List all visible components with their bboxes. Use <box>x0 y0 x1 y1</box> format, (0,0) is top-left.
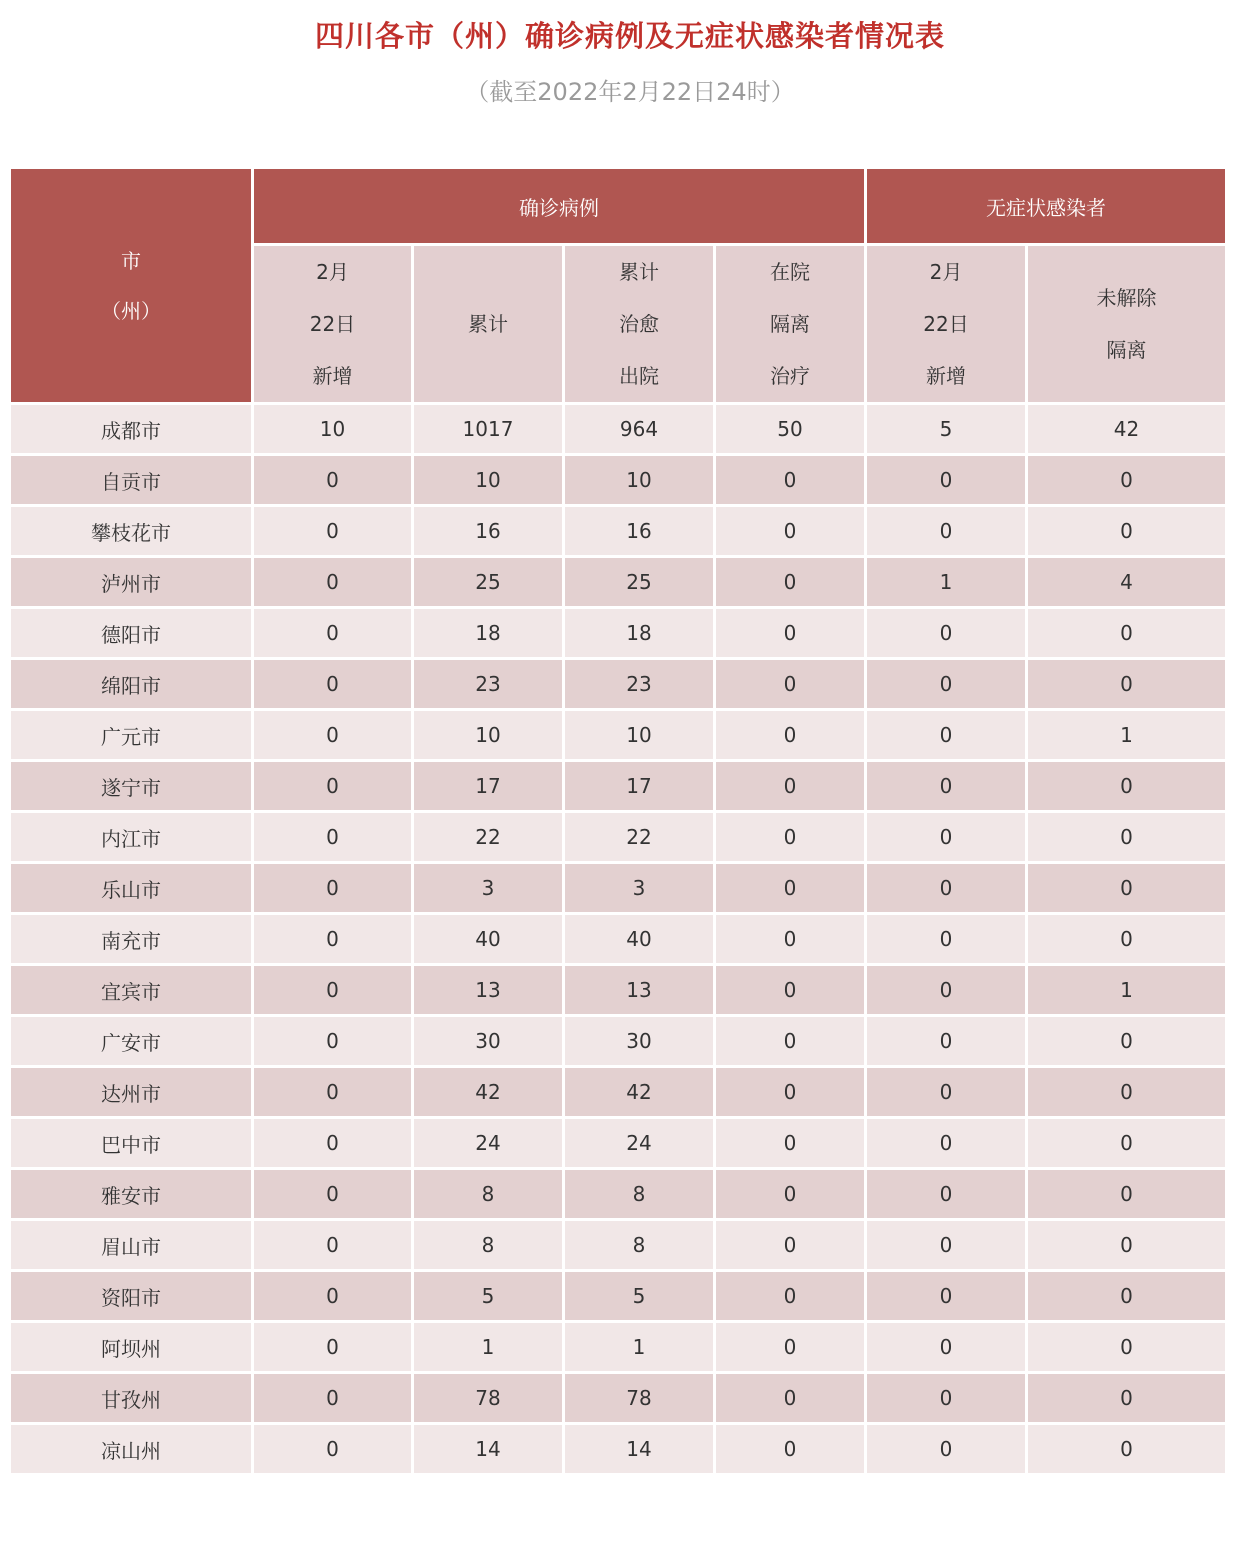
asymptomatic-isolated-cell: 0 <box>1027 506 1227 557</box>
asymptomatic-isolated-cell: 0 <box>1027 1220 1227 1271</box>
hospitalized-cell: 0 <box>715 863 866 914</box>
new-confirmed-cell: 0 <box>253 1271 413 1322</box>
cured-cell: 22 <box>564 812 715 863</box>
new-asymptomatic-cell: 0 <box>866 1067 1027 1118</box>
asymptomatic-isolated-cell: 0 <box>1027 1424 1227 1475</box>
cured-cell: 5 <box>564 1271 715 1322</box>
new-asymptomatic-cell: 0 <box>866 965 1027 1016</box>
hospitalized-cell: 0 <box>715 710 866 761</box>
asymptomatic-isolated-cell: 0 <box>1027 1373 1227 1424</box>
hospitalized-cell: 0 <box>715 1271 866 1322</box>
city-cell: 乐山市 <box>10 863 253 914</box>
new-confirmed-cell: 0 <box>253 1169 413 1220</box>
new-confirmed-cell: 10 <box>253 404 413 455</box>
city-header-line: （州） <box>101 298 161 323</box>
city-cell: 凉山州 <box>10 1424 253 1475</box>
table-row <box>10 455 1227 506</box>
hospitalized-header: 在院 隔离 治疗 <box>715 245 866 404</box>
asymptomatic-isolated-cell: 0 <box>1027 1271 1227 1322</box>
asymptomatic-isolated-cell: 0 <box>1027 455 1227 506</box>
city-cell: 南充市 <box>10 914 253 965</box>
total-confirmed-cell: 5 <box>413 1271 564 1322</box>
new-confirmed-header: 2月 22日 新增 <box>253 245 413 404</box>
asymptomatic-isolated-cell: 0 <box>1027 659 1227 710</box>
new-confirmed-cell: 0 <box>253 1373 413 1424</box>
new-asymptomatic-cell: 0 <box>866 659 1027 710</box>
new-asymptomatic-cell: 0 <box>866 1016 1027 1067</box>
asymptomatic-isolated-cell: 1 <box>1027 710 1227 761</box>
asymptomatic-isolated-cell: 0 <box>1027 1322 1227 1373</box>
new-asymptomatic-cell: 0 <box>866 863 1027 914</box>
total-confirmed-cell: 42 <box>413 1067 564 1118</box>
asymptomatic-isolated-header: 未解除 隔离 <box>1027 245 1227 404</box>
total-confirmed-cell: 30 <box>413 1016 564 1067</box>
city-cell: 达州市 <box>10 1067 253 1118</box>
table-row <box>10 1169 1227 1220</box>
new-asymptomatic-cell: 5 <box>866 404 1027 455</box>
new-asymptomatic-cell: 0 <box>866 761 1027 812</box>
city-cell: 攀枝花市 <box>10 506 253 557</box>
city-cell: 眉山市 <box>10 1220 253 1271</box>
hospitalized-cell: 0 <box>715 455 866 506</box>
city-cell: 巴中市 <box>10 1118 253 1169</box>
table-row <box>10 863 1227 914</box>
hospitalized-cell: 0 <box>715 1067 866 1118</box>
new-confirmed-cell: 0 <box>253 710 413 761</box>
new-asymptomatic-cell: 0 <box>866 1322 1027 1373</box>
city-cell: 雅安市 <box>10 1169 253 1220</box>
city-cell: 广安市 <box>10 1016 253 1067</box>
new-asymptomatic-cell: 0 <box>866 1118 1027 1169</box>
total-confirmed-cell: 25 <box>413 557 564 608</box>
table-row <box>10 965 1227 1016</box>
city-cell: 阿坝州 <box>10 1322 253 1373</box>
total-confirmed-cell: 10 <box>413 710 564 761</box>
new-asymptomatic-cell: 0 <box>866 506 1027 557</box>
table-row <box>10 1373 1227 1424</box>
hospitalized-cell: 0 <box>715 812 866 863</box>
table-row <box>10 608 1227 659</box>
table-row <box>10 914 1227 965</box>
table-row <box>10 1118 1227 1169</box>
table-row <box>10 1424 1227 1475</box>
new-confirmed-cell: 0 <box>253 1220 413 1271</box>
new-asymptomatic-cell: 0 <box>866 1271 1027 1322</box>
cured-cell: 42 <box>564 1067 715 1118</box>
table-row <box>10 761 1227 812</box>
new-confirmed-cell: 0 <box>253 1118 413 1169</box>
city-cell: 甘孜州 <box>10 1373 253 1424</box>
cured-cell: 40 <box>564 914 715 965</box>
cured-cell: 23 <box>564 659 715 710</box>
table-row <box>10 710 1227 761</box>
new-confirmed-cell: 0 <box>253 1067 413 1118</box>
cured-cell: 24 <box>564 1118 715 1169</box>
table-row <box>10 1220 1227 1271</box>
hospitalized-cell: 0 <box>715 1169 866 1220</box>
hospitalized-cell: 0 <box>715 608 866 659</box>
new-confirmed-cell: 0 <box>253 1016 413 1067</box>
new-asymptomatic-cell: 0 <box>866 1220 1027 1271</box>
city-cell: 广元市 <box>10 710 253 761</box>
asymptomatic-isolated-cell: 0 <box>1027 608 1227 659</box>
asymptomatic-isolated-cell: 0 <box>1027 914 1227 965</box>
cured-cell: 30 <box>564 1016 715 1067</box>
cured-cell: 8 <box>564 1220 715 1271</box>
table-row <box>10 1322 1227 1373</box>
city-cell: 宜宾市 <box>10 965 253 1016</box>
asymptomatic-group-header: 无症状感染者 <box>866 168 1227 245</box>
new-confirmed-cell: 0 <box>253 1322 413 1373</box>
total-confirmed-cell: 40 <box>413 914 564 965</box>
city-cell: 内江市 <box>10 812 253 863</box>
new-confirmed-cell: 0 <box>253 863 413 914</box>
new-asymptomatic-cell: 0 <box>866 914 1027 965</box>
table-row <box>10 1271 1227 1322</box>
total-confirmed-cell: 13 <box>413 965 564 1016</box>
total-confirmed-cell: 18 <box>413 608 564 659</box>
cured-cell: 25 <box>564 557 715 608</box>
table-row <box>10 1016 1227 1067</box>
page-subtitle: （截至2022年2月22日24时） <box>465 78 795 106</box>
hospitalized-cell: 0 <box>715 1220 866 1271</box>
table-row <box>10 404 1227 455</box>
total-confirmed-cell: 14 <box>413 1424 564 1475</box>
total-confirmed-cell: 17 <box>413 761 564 812</box>
table-body <box>10 404 1227 1475</box>
page-title: 四川各市（州）确诊病例及无症状感染者情况表 <box>314 19 945 53</box>
new-confirmed-cell: 0 <box>253 812 413 863</box>
city-header-line: 市 <box>121 248 141 273</box>
total-confirmed-cell: 24 <box>413 1118 564 1169</box>
cured-cell: 3 <box>564 863 715 914</box>
cured-cell: 10 <box>564 455 715 506</box>
table-row <box>10 506 1227 557</box>
hospitalized-cell: 0 <box>715 506 866 557</box>
asymptomatic-isolated-cell: 0 <box>1027 1016 1227 1067</box>
confirmed-group-header: 确诊病例 <box>253 168 866 245</box>
cured-cell: 18 <box>564 608 715 659</box>
hospitalized-cell: 0 <box>715 659 866 710</box>
city-cell: 泸州市 <box>10 557 253 608</box>
new-confirmed-cell: 0 <box>253 608 413 659</box>
total-confirmed-cell: 10 <box>413 455 564 506</box>
table-row <box>10 557 1227 608</box>
new-asymptomatic-header: 2月 22日 新增 <box>866 245 1027 404</box>
asymptomatic-isolated-cell: 0 <box>1027 812 1227 863</box>
cured-cell: 1 <box>564 1322 715 1373</box>
total-confirmed-cell: 1 <box>413 1322 564 1373</box>
new-confirmed-cell: 0 <box>253 1424 413 1475</box>
city-stats-table <box>8 166 1228 1476</box>
asymptomatic-isolated-cell: 4 <box>1027 557 1227 608</box>
total-confirmed-cell: 16 <box>413 506 564 557</box>
new-confirmed-cell: 0 <box>253 659 413 710</box>
hospitalized-cell: 0 <box>715 1322 866 1373</box>
hospitalized-cell: 0 <box>715 914 866 965</box>
city-cell: 德阳市 <box>10 608 253 659</box>
new-confirmed-cell: 0 <box>253 506 413 557</box>
new-asymptomatic-cell: 0 <box>866 455 1027 506</box>
new-asymptomatic-cell: 0 <box>866 1424 1027 1475</box>
asymptomatic-isolated-cell: 0 <box>1027 863 1227 914</box>
table-row <box>10 659 1227 710</box>
table-header-group-row <box>10 168 1227 245</box>
hospitalized-cell: 0 <box>715 761 866 812</box>
asymptomatic-isolated-cell: 0 <box>1027 1118 1227 1169</box>
hospitalized-cell: 50 <box>715 404 866 455</box>
city-column-header <box>10 168 253 404</box>
asymptomatic-isolated-cell: 1 <box>1027 965 1227 1016</box>
cured-cell: 8 <box>564 1169 715 1220</box>
city-cell: 绵阳市 <box>10 659 253 710</box>
asymptomatic-isolated-cell: 0 <box>1027 1169 1227 1220</box>
hospitalized-cell: 0 <box>715 1016 866 1067</box>
hospitalized-cell: 0 <box>715 557 866 608</box>
city-cell: 资阳市 <box>10 1271 253 1322</box>
new-asymptomatic-cell: 0 <box>866 1169 1027 1220</box>
table-row <box>10 1067 1227 1118</box>
new-asymptomatic-cell: 0 <box>866 608 1027 659</box>
hospitalized-cell: 0 <box>715 965 866 1016</box>
table-row <box>10 812 1227 863</box>
total-confirmed-cell: 8 <box>413 1169 564 1220</box>
cured-cell: 16 <box>564 506 715 557</box>
asymptomatic-isolated-cell: 0 <box>1027 1067 1227 1118</box>
total-confirmed-header: 累计 <box>413 245 564 404</box>
cured-cell: 78 <box>564 1373 715 1424</box>
city-cell: 成都市 <box>10 404 253 455</box>
total-confirmed-cell: 78 <box>413 1373 564 1424</box>
new-confirmed-cell: 0 <box>253 965 413 1016</box>
new-confirmed-cell: 0 <box>253 914 413 965</box>
new-asymptomatic-cell: 0 <box>866 812 1027 863</box>
total-confirmed-cell: 8 <box>413 1220 564 1271</box>
total-confirmed-cell: 23 <box>413 659 564 710</box>
total-confirmed-cell: 1017 <box>413 404 564 455</box>
cured-cell: 10 <box>564 710 715 761</box>
hospitalized-cell: 0 <box>715 1118 866 1169</box>
new-asymptomatic-cell: 0 <box>866 1373 1027 1424</box>
total-confirmed-cell: 22 <box>413 812 564 863</box>
cured-cell: 17 <box>564 761 715 812</box>
new-confirmed-cell: 0 <box>253 761 413 812</box>
hospitalized-cell: 0 <box>715 1373 866 1424</box>
asymptomatic-isolated-cell: 42 <box>1027 404 1227 455</box>
city-cell: 遂宁市 <box>10 761 253 812</box>
new-asymptomatic-cell: 1 <box>866 557 1027 608</box>
new-confirmed-cell: 0 <box>253 455 413 506</box>
asymptomatic-isolated-cell: 0 <box>1027 761 1227 812</box>
cured-cell: 13 <box>564 965 715 1016</box>
city-cell: 自贡市 <box>10 455 253 506</box>
new-asymptomatic-cell: 0 <box>866 710 1027 761</box>
total-confirmed-cell: 3 <box>413 863 564 914</box>
new-confirmed-cell: 0 <box>253 557 413 608</box>
cured-cell: 964 <box>564 404 715 455</box>
hospitalized-cell: 0 <box>715 1424 866 1475</box>
cured-header: 累计 治愈 出院 <box>564 245 715 404</box>
cured-cell: 14 <box>564 1424 715 1475</box>
